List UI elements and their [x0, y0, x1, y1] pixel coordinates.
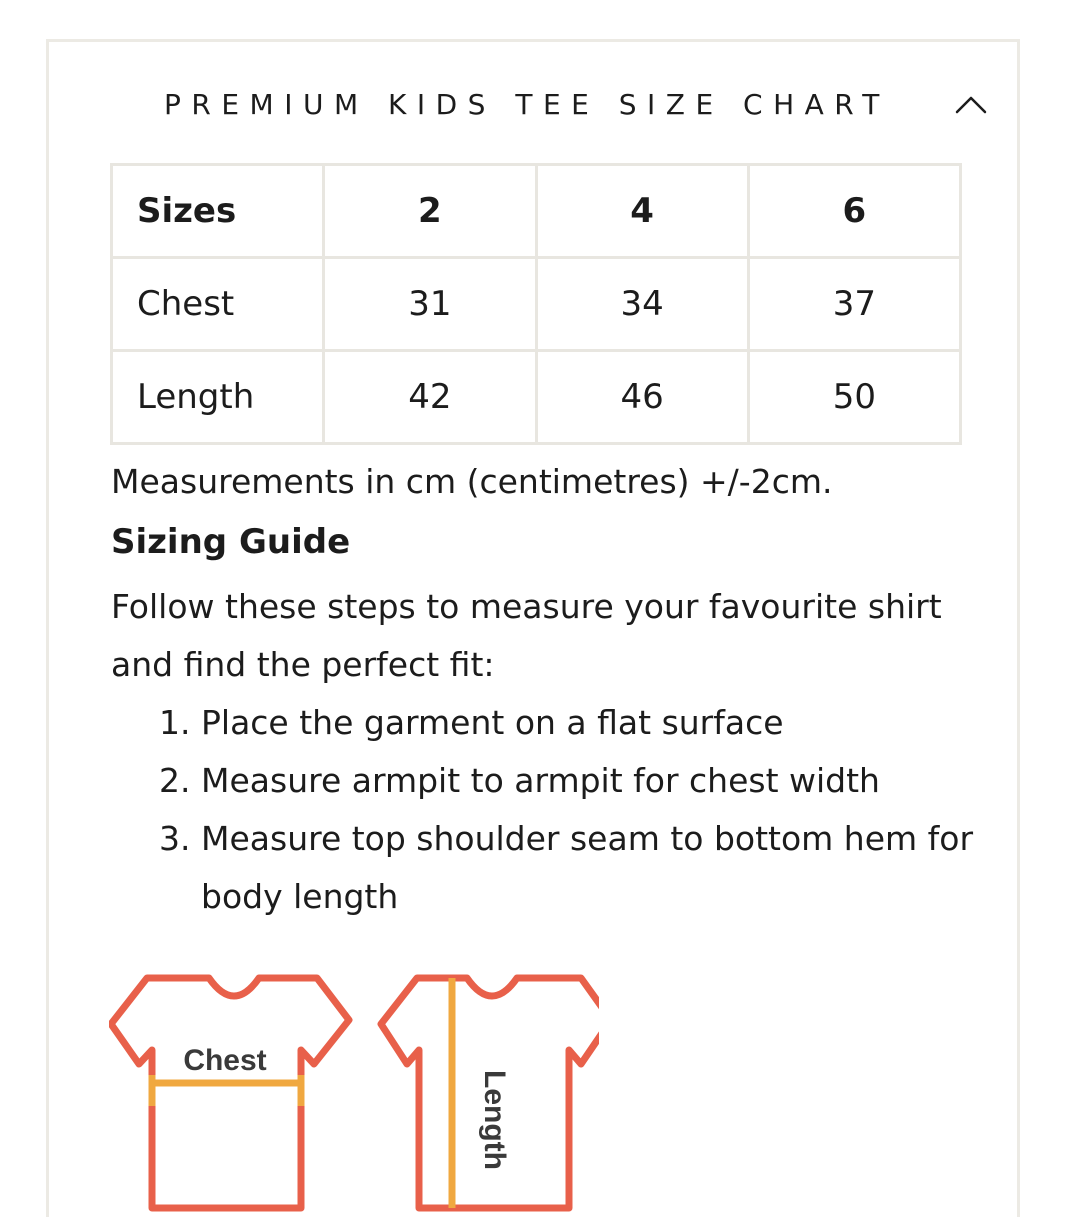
- accordion-header[interactable]: [49, 84, 1017, 130]
- list-item: 2. Measure armpit to armpit for chest width: [201, 752, 1061, 810]
- table-header-cell: 2: [324, 165, 536, 258]
- table-row: [112, 258, 961, 351]
- table-header-cell: 6: [748, 165, 960, 258]
- length-shirt-illustration: [381, 978, 599, 1208]
- table-cell: 34: [536, 258, 748, 351]
- chest-shirt-outline: [111, 978, 349, 1208]
- size-chart-title[interactable]: PREMIUM KIDS TEE SIZE CHART: [164, 88, 890, 121]
- sizing-guide-title: Sizing Guide: [111, 522, 351, 562]
- list-item: 3. Measure top shoulder seam to bottom hem for body length: [201, 810, 1061, 926]
- sizing-steps-list: [111, 694, 1061, 926]
- tshirt-measure-diagram: [109, 972, 599, 1217]
- table-cell: 37: [748, 258, 960, 351]
- chevron-up-icon[interactable]: [954, 90, 988, 120]
- chest-shirt-illustration: [111, 978, 349, 1208]
- chest-measure-line: [152, 1075, 301, 1106]
- table-row-label: Length: [112, 351, 324, 444]
- table-header-row: [112, 165, 961, 258]
- table-row-label: Chest: [112, 258, 324, 351]
- table-cell: 46: [536, 351, 748, 444]
- table-cell: 42: [324, 351, 536, 444]
- table-header-cell: 4: [536, 165, 748, 258]
- table-cell: 31: [324, 258, 536, 351]
- size-table: [110, 163, 962, 445]
- table-header-cell: Sizes: [112, 165, 324, 258]
- size-chart-panel: [46, 39, 1020, 1217]
- table-cell: 50: [748, 351, 960, 444]
- sizing-guide-intro: Follow these steps to measure your favourite shirt and find the perfect fit:: [111, 587, 942, 684]
- table-row: [112, 351, 961, 444]
- measurement-note: Measurements in cm (centimetres) +/-2cm.: [111, 462, 833, 501]
- chest-label: Chest: [183, 1044, 267, 1077]
- list-item: 1. Place the garment on a flat surface: [201, 694, 1061, 752]
- length-label: Length: [478, 1070, 511, 1170]
